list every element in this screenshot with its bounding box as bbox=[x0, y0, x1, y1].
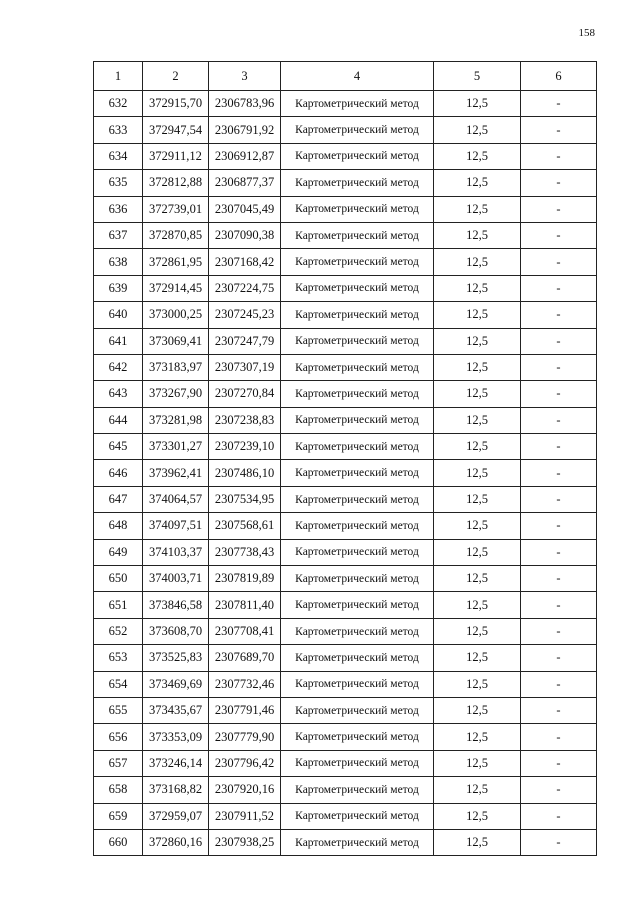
coordinates-table bbox=[93, 61, 597, 856]
row-number-cell: 638 bbox=[94, 249, 143, 275]
row-number-cell: 640 bbox=[94, 302, 143, 328]
accuracy-cell: 12,5 bbox=[434, 460, 521, 486]
x-coordinate-cell: 373846,58 bbox=[143, 592, 209, 618]
note-cell: - bbox=[521, 434, 597, 460]
row-number-cell: 639 bbox=[94, 275, 143, 301]
table-body bbox=[94, 91, 597, 856]
method-cell: Картометрический метод bbox=[281, 724, 434, 750]
table-row bbox=[94, 645, 597, 671]
row-number-cell: 660 bbox=[94, 829, 143, 855]
accuracy-cell: 12,5 bbox=[434, 407, 521, 433]
row-number-cell: 647 bbox=[94, 486, 143, 512]
row-number-cell: 635 bbox=[94, 170, 143, 196]
note-cell: - bbox=[521, 829, 597, 855]
row-number-cell: 636 bbox=[94, 196, 143, 222]
table-row bbox=[94, 381, 597, 407]
y-coordinate-cell: 2307534,95 bbox=[209, 486, 281, 512]
table-row bbox=[94, 829, 597, 855]
accuracy-cell: 12,5 bbox=[434, 618, 521, 644]
table-row bbox=[94, 777, 597, 803]
x-coordinate-cell: 373525,83 bbox=[143, 645, 209, 671]
table-row bbox=[94, 460, 597, 486]
method-cell: Картометрический метод bbox=[281, 328, 434, 354]
y-coordinate-cell: 2306783,96 bbox=[209, 91, 281, 117]
x-coordinate-cell: 373069,41 bbox=[143, 328, 209, 354]
column-header-2: 2 bbox=[143, 62, 209, 91]
x-coordinate-cell: 372915,70 bbox=[143, 91, 209, 117]
method-cell: Картометрический метод bbox=[281, 354, 434, 380]
note-cell: - bbox=[521, 539, 597, 565]
row-number-cell: 633 bbox=[94, 117, 143, 143]
x-coordinate-cell: 373000,25 bbox=[143, 302, 209, 328]
row-number-cell: 645 bbox=[94, 434, 143, 460]
table-row bbox=[94, 592, 597, 618]
y-coordinate-cell: 2307811,40 bbox=[209, 592, 281, 618]
y-coordinate-cell: 2307045,49 bbox=[209, 196, 281, 222]
method-cell: Картометрический метод bbox=[281, 618, 434, 644]
row-number-cell: 651 bbox=[94, 592, 143, 618]
accuracy-cell: 12,5 bbox=[434, 645, 521, 671]
method-cell: Картометрический метод bbox=[281, 486, 434, 512]
note-cell: - bbox=[521, 486, 597, 512]
x-coordinate-cell: 374097,51 bbox=[143, 513, 209, 539]
note-cell: - bbox=[521, 724, 597, 750]
x-coordinate-cell: 372861,95 bbox=[143, 249, 209, 275]
y-coordinate-cell: 2307238,83 bbox=[209, 407, 281, 433]
note-cell: - bbox=[521, 275, 597, 301]
table-row bbox=[94, 328, 597, 354]
y-coordinate-cell: 2307168,42 bbox=[209, 249, 281, 275]
y-coordinate-cell: 2307938,25 bbox=[209, 829, 281, 855]
note-cell: - bbox=[521, 803, 597, 829]
y-coordinate-cell: 2307708,41 bbox=[209, 618, 281, 644]
accuracy-cell: 12,5 bbox=[434, 170, 521, 196]
column-header-3: 3 bbox=[209, 62, 281, 91]
method-cell: Картометрический метод bbox=[281, 566, 434, 592]
row-number-cell: 637 bbox=[94, 222, 143, 248]
note-cell: - bbox=[521, 91, 597, 117]
x-coordinate-cell: 374003,71 bbox=[143, 566, 209, 592]
row-number-cell: 653 bbox=[94, 645, 143, 671]
x-coordinate-cell: 373281,98 bbox=[143, 407, 209, 433]
y-coordinate-cell: 2306791,92 bbox=[209, 117, 281, 143]
note-cell: - bbox=[521, 328, 597, 354]
x-coordinate-cell: 372959,07 bbox=[143, 803, 209, 829]
x-coordinate-cell: 374064,57 bbox=[143, 486, 209, 512]
x-coordinate-cell: 373962,41 bbox=[143, 460, 209, 486]
method-cell: Картометрический метод bbox=[281, 539, 434, 565]
note-cell: - bbox=[521, 381, 597, 407]
y-coordinate-cell: 2307568,61 bbox=[209, 513, 281, 539]
x-coordinate-cell: 373353,09 bbox=[143, 724, 209, 750]
x-coordinate-cell: 373608,70 bbox=[143, 618, 209, 644]
method-cell: Картометрический метод bbox=[281, 777, 434, 803]
table-row bbox=[94, 671, 597, 697]
x-coordinate-cell: 372739,01 bbox=[143, 196, 209, 222]
note-cell: - bbox=[521, 222, 597, 248]
x-coordinate-cell: 373435,67 bbox=[143, 697, 209, 723]
y-coordinate-cell: 2307911,52 bbox=[209, 803, 281, 829]
row-number-cell: 656 bbox=[94, 724, 143, 750]
y-coordinate-cell: 2307486,10 bbox=[209, 460, 281, 486]
note-cell: - bbox=[521, 170, 597, 196]
x-coordinate-cell: 373168,82 bbox=[143, 777, 209, 803]
note-cell: - bbox=[521, 143, 597, 169]
table-row bbox=[94, 486, 597, 512]
row-number-cell: 657 bbox=[94, 750, 143, 776]
accuracy-cell: 12,5 bbox=[434, 117, 521, 143]
table-row bbox=[94, 222, 597, 248]
note-cell: - bbox=[521, 697, 597, 723]
table-row bbox=[94, 618, 597, 644]
row-number-cell: 658 bbox=[94, 777, 143, 803]
row-number-cell: 652 bbox=[94, 618, 143, 644]
accuracy-cell: 12,5 bbox=[434, 434, 521, 460]
x-coordinate-cell: 373267,90 bbox=[143, 381, 209, 407]
method-cell: Картометрический метод bbox=[281, 671, 434, 697]
note-cell: - bbox=[521, 249, 597, 275]
table-row bbox=[94, 434, 597, 460]
y-coordinate-cell: 2307738,43 bbox=[209, 539, 281, 565]
table-row bbox=[94, 566, 597, 592]
accuracy-cell: 12,5 bbox=[434, 91, 521, 117]
y-coordinate-cell: 2307796,42 bbox=[209, 750, 281, 776]
accuracy-cell: 12,5 bbox=[434, 196, 521, 222]
accuracy-cell: 12,5 bbox=[434, 539, 521, 565]
method-cell: Картометрический метод bbox=[281, 407, 434, 433]
y-coordinate-cell: 2307247,79 bbox=[209, 328, 281, 354]
column-header-4: 4 bbox=[281, 62, 434, 91]
y-coordinate-cell: 2307791,46 bbox=[209, 697, 281, 723]
method-cell: Картометрический метод bbox=[281, 91, 434, 117]
method-cell: Картометрический метод bbox=[281, 803, 434, 829]
y-coordinate-cell: 2307732,46 bbox=[209, 671, 281, 697]
row-number-cell: 649 bbox=[94, 539, 143, 565]
y-coordinate-cell: 2307689,70 bbox=[209, 645, 281, 671]
y-coordinate-cell: 2307224,75 bbox=[209, 275, 281, 301]
method-cell: Картометрический метод bbox=[281, 645, 434, 671]
x-coordinate-cell: 373469,69 bbox=[143, 671, 209, 697]
accuracy-cell: 12,5 bbox=[434, 697, 521, 723]
header-row bbox=[94, 62, 597, 91]
y-coordinate-cell: 2307819,89 bbox=[209, 566, 281, 592]
row-number-cell: 659 bbox=[94, 803, 143, 829]
row-number-cell: 655 bbox=[94, 697, 143, 723]
accuracy-cell: 12,5 bbox=[434, 513, 521, 539]
row-number-cell: 650 bbox=[94, 566, 143, 592]
table-row bbox=[94, 275, 597, 301]
x-coordinate-cell: 372860,16 bbox=[143, 829, 209, 855]
method-cell: Картометрический метод bbox=[281, 592, 434, 618]
page-number: 158 bbox=[578, 27, 595, 39]
note-cell: - bbox=[521, 302, 597, 328]
method-cell: Картометрический метод bbox=[281, 697, 434, 723]
accuracy-cell: 12,5 bbox=[434, 803, 521, 829]
method-cell: Картометрический метод bbox=[281, 750, 434, 776]
method-cell: Картометрический метод bbox=[281, 196, 434, 222]
y-coordinate-cell: 2307920,16 bbox=[209, 777, 281, 803]
y-coordinate-cell: 2307307,19 bbox=[209, 354, 281, 380]
row-number-cell: 643 bbox=[94, 381, 143, 407]
x-coordinate-cell: 374103,37 bbox=[143, 539, 209, 565]
table-row bbox=[94, 196, 597, 222]
method-cell: Картометрический метод bbox=[281, 513, 434, 539]
note-cell: - bbox=[521, 645, 597, 671]
y-coordinate-cell: 2306912,87 bbox=[209, 143, 281, 169]
accuracy-cell: 12,5 bbox=[434, 777, 521, 803]
method-cell: Картометрический метод bbox=[281, 460, 434, 486]
row-number-cell: 634 bbox=[94, 143, 143, 169]
accuracy-cell: 12,5 bbox=[434, 143, 521, 169]
column-header-1: 1 bbox=[94, 62, 143, 91]
method-cell: Картометрический метод bbox=[281, 275, 434, 301]
table-row bbox=[94, 170, 597, 196]
accuracy-cell: 12,5 bbox=[434, 486, 521, 512]
method-cell: Картометрический метод bbox=[281, 302, 434, 328]
table-row bbox=[94, 803, 597, 829]
accuracy-cell: 12,5 bbox=[434, 724, 521, 750]
row-number-cell: 646 bbox=[94, 460, 143, 486]
table-row bbox=[94, 302, 597, 328]
note-cell: - bbox=[521, 117, 597, 143]
method-cell: Картометрический метод bbox=[281, 143, 434, 169]
column-header-6: 6 bbox=[521, 62, 597, 91]
accuracy-cell: 12,5 bbox=[434, 354, 521, 380]
table-row bbox=[94, 143, 597, 169]
method-cell: Картометрический метод bbox=[281, 222, 434, 248]
x-coordinate-cell: 373183,97 bbox=[143, 354, 209, 380]
row-number-cell: 654 bbox=[94, 671, 143, 697]
table-row bbox=[94, 407, 597, 433]
method-cell: Картометрический метод bbox=[281, 829, 434, 855]
table-row bbox=[94, 750, 597, 776]
note-cell: - bbox=[521, 196, 597, 222]
note-cell: - bbox=[521, 407, 597, 433]
x-coordinate-cell: 373301,27 bbox=[143, 434, 209, 460]
accuracy-cell: 12,5 bbox=[434, 671, 521, 697]
note-cell: - bbox=[521, 566, 597, 592]
table-row bbox=[94, 513, 597, 539]
y-coordinate-cell: 2307779,90 bbox=[209, 724, 281, 750]
note-cell: - bbox=[521, 513, 597, 539]
x-coordinate-cell: 373246,14 bbox=[143, 750, 209, 776]
y-coordinate-cell: 2307245,23 bbox=[209, 302, 281, 328]
y-coordinate-cell: 2307239,10 bbox=[209, 434, 281, 460]
y-coordinate-cell: 2307090,38 bbox=[209, 222, 281, 248]
x-coordinate-cell: 372870,85 bbox=[143, 222, 209, 248]
x-coordinate-cell: 372914,45 bbox=[143, 275, 209, 301]
x-coordinate-cell: 372911,12 bbox=[143, 143, 209, 169]
table-row bbox=[94, 697, 597, 723]
accuracy-cell: 12,5 bbox=[434, 302, 521, 328]
row-number-cell: 644 bbox=[94, 407, 143, 433]
note-cell: - bbox=[521, 618, 597, 644]
note-cell: - bbox=[521, 354, 597, 380]
accuracy-cell: 12,5 bbox=[434, 381, 521, 407]
accuracy-cell: 12,5 bbox=[434, 829, 521, 855]
row-number-cell: 642 bbox=[94, 354, 143, 380]
table-row bbox=[94, 539, 597, 565]
accuracy-cell: 12,5 bbox=[434, 249, 521, 275]
accuracy-cell: 12,5 bbox=[434, 592, 521, 618]
table-row bbox=[94, 117, 597, 143]
row-number-cell: 632 bbox=[94, 91, 143, 117]
table-row bbox=[94, 249, 597, 275]
method-cell: Картометрический метод bbox=[281, 249, 434, 275]
accuracy-cell: 12,5 bbox=[434, 275, 521, 301]
row-number-cell: 648 bbox=[94, 513, 143, 539]
column-header-5: 5 bbox=[434, 62, 521, 91]
y-coordinate-cell: 2306877,37 bbox=[209, 170, 281, 196]
table-row bbox=[94, 91, 597, 117]
note-cell: - bbox=[521, 592, 597, 618]
accuracy-cell: 12,5 bbox=[434, 750, 521, 776]
table-row bbox=[94, 724, 597, 750]
method-cell: Картометрический метод bbox=[281, 381, 434, 407]
table-row bbox=[94, 354, 597, 380]
note-cell: - bbox=[521, 460, 597, 486]
accuracy-cell: 12,5 bbox=[434, 566, 521, 592]
note-cell: - bbox=[521, 671, 597, 697]
note-cell: - bbox=[521, 777, 597, 803]
row-number-cell: 641 bbox=[94, 328, 143, 354]
method-cell: Картометрический метод bbox=[281, 170, 434, 196]
table-header bbox=[94, 62, 597, 91]
method-cell: Картометрический метод bbox=[281, 434, 434, 460]
x-coordinate-cell: 372812,88 bbox=[143, 170, 209, 196]
method-cell: Картометрический метод bbox=[281, 117, 434, 143]
y-coordinate-cell: 2307270,84 bbox=[209, 381, 281, 407]
accuracy-cell: 12,5 bbox=[434, 222, 521, 248]
accuracy-cell: 12,5 bbox=[434, 328, 521, 354]
x-coordinate-cell: 372947,54 bbox=[143, 117, 209, 143]
note-cell: - bbox=[521, 750, 597, 776]
